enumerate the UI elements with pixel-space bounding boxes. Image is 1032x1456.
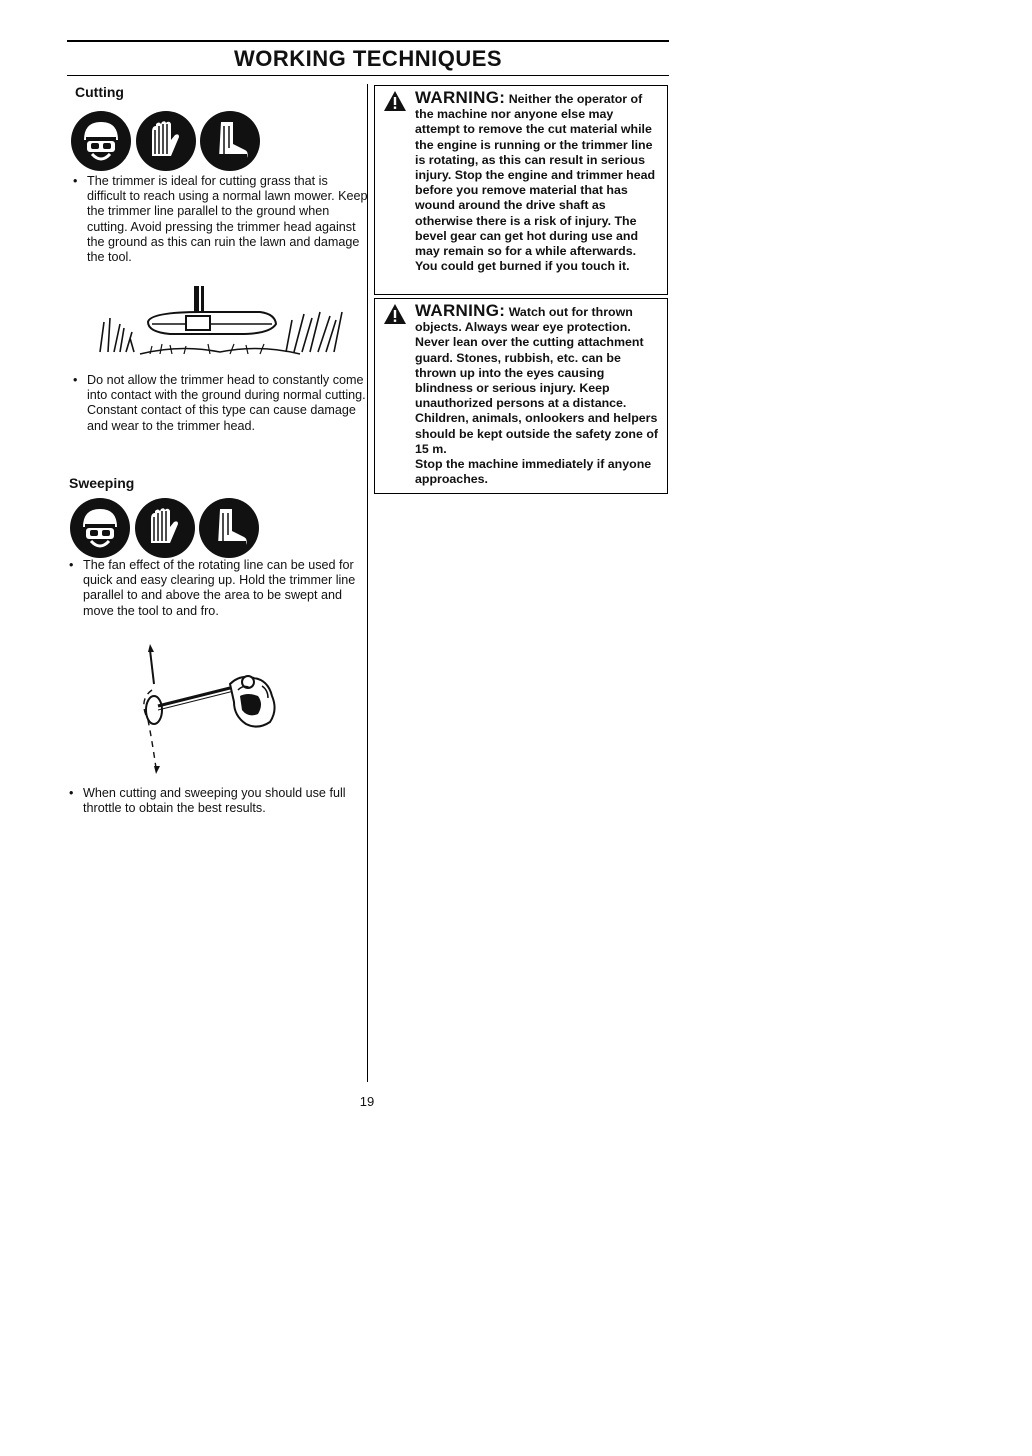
- bullet-dot: •: [73, 174, 78, 188]
- cutting-bullet-1-text: The trimmer is ideal for cutting grass that is difficult to reach using a normal lawn mower. Keep the trimmer line parallel to the ground when cutting. Avoid pressing the trimmer head against the ground as this can ruin the lawn and damage the tool.: [87, 174, 368, 265]
- warning-2-label: WARNING:: [415, 301, 506, 320]
- page-number: 19: [359, 1094, 375, 1109]
- bullet-dot: •: [73, 373, 78, 387]
- face-protection-icon: [69, 497, 131, 559]
- sweeping-bullet-1: [69, 558, 367, 619]
- boots-icon: [198, 497, 260, 559]
- cutting-heading: Cutting: [75, 84, 124, 100]
- header-bottom-rule: [67, 75, 669, 76]
- warning-2-body-last: Stop the machine immediately if anyone approaches.: [415, 457, 652, 487]
- warning-box-1: [374, 85, 668, 295]
- cutting-bullet-2: [73, 373, 369, 434]
- warning-triangle-icon: [383, 303, 407, 325]
- bullet-dot: •: [69, 786, 74, 800]
- warning-triangle-icon: [383, 90, 407, 112]
- warning-1-label: WARNING:: [415, 88, 506, 107]
- cutting-bullet-2-text: Do not allow the trimmer head to constantly come into contact with the ground during normal cutting. Constant contact of this type can cause damage and wear to the trimmer head.: [87, 373, 366, 433]
- cutting-bullet-1: [73, 174, 369, 265]
- warning-2-text: [415, 303, 661, 487]
- bullet-dot: •: [69, 558, 74, 572]
- sweeping-bullet-1-text: The fan effect of the rotating line can be used for quick and easy clearing up. Hold the trimmer line parallel to and above the area to be swept and move the tool to and fro.: [83, 558, 356, 618]
- sweeping-bullet-2-text: When cutting and sweeping you should use full throttle to obtain the best results.: [83, 786, 346, 816]
- sweeping-heading: Sweeping: [69, 475, 135, 491]
- page-title: WORKING TECHNIQUES: [233, 46, 503, 71]
- sweeping-illustration: [130, 640, 290, 775]
- sweeping-bullet-2: [69, 786, 367, 816]
- header-top-rule: [67, 40, 669, 42]
- warning-1-body: Neither the operator of the machine nor anyone else may attempt to remove the cut material while the engine is running or the trimmer line is rotating, as this can result in serious injury. Stop the engine and trimmer head before you remove material that has wound around the drive shaft as otherwise there is a risk of injury. The bevel gear can get hot during use and may remain so for a while afterwards. You could get burned if you touch it.: [415, 92, 656, 274]
- cutting-illustration: [90, 282, 350, 362]
- gloves-icon: [135, 110, 197, 172]
- face-protection-icon: [70, 110, 132, 172]
- warning-box-2: [374, 298, 668, 494]
- gloves-icon: [134, 497, 196, 559]
- boots-icon: [199, 110, 261, 172]
- warning-2-body: Watch out for thrown objects. Always wear eye protection. Never lean over the cutting attachment guard. Stones, rubbish, etc. can be thrown up into the eyes causing blindness or serious injury. Keep unauthorized persons at a distance. Children, animals, onlookers and helpers should be kept outside the safety zone of 15 m.: [415, 305, 659, 456]
- warning-1-text: [415, 90, 661, 274]
